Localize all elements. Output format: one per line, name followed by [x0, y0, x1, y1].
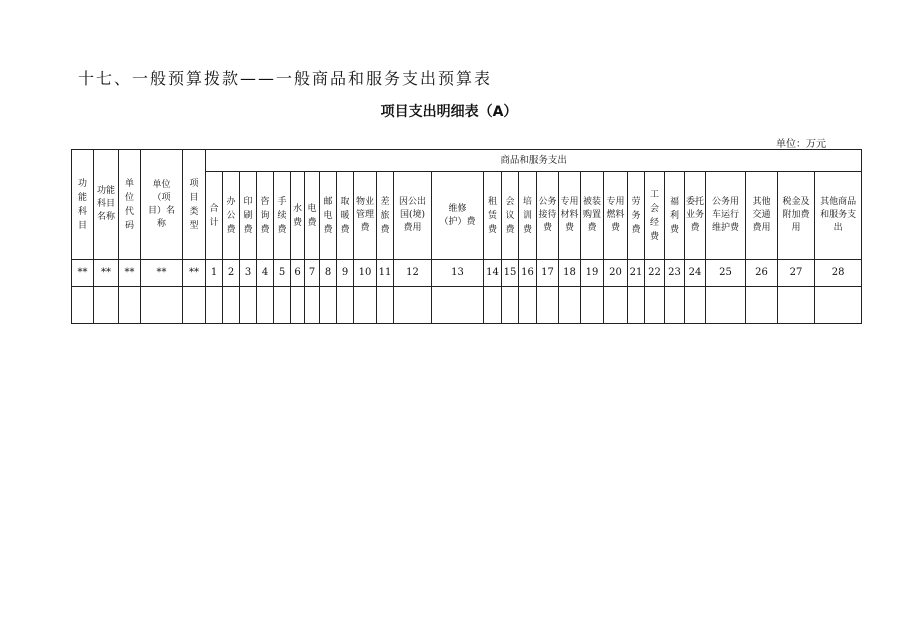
header-unit-project-name: 单位（项目）名称: [141, 150, 183, 260]
column-number-row: [72, 260, 862, 287]
header-item-23: 福利费: [665, 172, 685, 260]
column-number-cell: 22: [645, 260, 665, 287]
column-number-cell: 28: [815, 260, 862, 287]
empty-cell: [394, 287, 432, 324]
header-item-16: 培训费: [519, 172, 537, 260]
marker-cell: **: [119, 260, 141, 287]
empty-cell: [354, 287, 377, 324]
header-item-10: 物业管理费: [354, 172, 377, 260]
column-number-cell: 3: [240, 260, 257, 287]
empty-cell: [305, 287, 320, 324]
column-number-cell: 27: [778, 260, 815, 287]
header-item-27: 税金及附加费用: [778, 172, 815, 260]
column-number-cell: 14: [484, 260, 502, 287]
empty-cell: [320, 287, 337, 324]
empty-cell: [685, 287, 706, 324]
header-unit-code: 单位代码: [119, 150, 141, 260]
column-number-cell: 21: [628, 260, 645, 287]
header-item-3: 印刷费: [240, 172, 257, 260]
empty-cell: [183, 287, 206, 324]
empty-cell: [815, 287, 862, 324]
column-number-cell: 25: [706, 260, 746, 287]
header-item-19: 被装购置费: [581, 172, 604, 260]
header-item-7: 电费: [305, 172, 320, 260]
empty-cell: [240, 287, 257, 324]
column-number-cell: 18: [559, 260, 581, 287]
header-item-9: 取暖费: [337, 172, 354, 260]
column-number-cell: 2: [223, 260, 240, 287]
empty-cell: [604, 287, 628, 324]
header-item-15: 会议费: [502, 172, 519, 260]
header-item-5: 手续费: [274, 172, 291, 260]
column-number-cell: 10: [354, 260, 377, 287]
header-item-26: 其他交通费用: [746, 172, 778, 260]
empty-cell: [484, 287, 502, 324]
header-item-24: 委托业务费: [685, 172, 706, 260]
column-number-cell: 15: [502, 260, 519, 287]
empty-cell: [746, 287, 778, 324]
column-number-cell: 19: [581, 260, 604, 287]
empty-cell: [119, 287, 141, 324]
unit-label: 单位：万元: [776, 139, 826, 150]
column-number-cell: 4: [257, 260, 274, 287]
column-number-cell: 16: [519, 260, 537, 287]
empty-cell: [665, 287, 685, 324]
header-item-8: 邮电费: [320, 172, 337, 260]
empty-cell: [257, 287, 274, 324]
empty-cell: [706, 287, 746, 324]
header-item-12: 因公出国(境)费用: [394, 172, 432, 260]
empty-cell: [291, 287, 305, 324]
header-goods-services-group: 商品和服务支出: [206, 150, 862, 172]
section-title: 十七、一般预算拨款——一般商品和服务支出预算表: [78, 69, 493, 88]
empty-cell: [337, 287, 354, 324]
table-row: [72, 287, 862, 324]
header-item-11: 差旅费: [377, 172, 394, 260]
empty-cell: [519, 287, 537, 324]
header-item-22: 工会经费: [645, 172, 665, 260]
column-number-cell: 5: [274, 260, 291, 287]
marker-cell: **: [183, 260, 206, 287]
header-item-18: 专用材料费: [559, 172, 581, 260]
column-number-cell: 20: [604, 260, 628, 287]
empty-cell: [377, 287, 394, 324]
empty-cell: [537, 287, 559, 324]
header-item-28: 其他商品和服务支出: [815, 172, 862, 260]
table-title: 项目支出明细表（A）: [380, 104, 518, 120]
empty-cell: [581, 287, 604, 324]
column-number-cell: 9: [337, 260, 354, 287]
header-project-type: 项目类型: [183, 150, 206, 260]
empty-cell: [645, 287, 665, 324]
empty-cell: [223, 287, 240, 324]
empty-cell: [559, 287, 581, 324]
empty-cell: [141, 287, 183, 324]
header-item-20: 专用燃料费: [604, 172, 628, 260]
header-item-13: 维修（护）费: [432, 172, 484, 260]
header-item-17: 公务接待费: [537, 172, 559, 260]
budget-table: [71, 149, 862, 324]
header-row-group: [72, 150, 862, 172]
header-item-1: 合计: [206, 172, 223, 260]
header-item-2: 办公费: [223, 172, 240, 260]
column-number-cell: 8: [320, 260, 337, 287]
empty-cell: [206, 287, 223, 324]
column-number-cell: 1: [206, 260, 223, 287]
empty-cell: [778, 287, 815, 324]
header-item-21: 劳务费: [628, 172, 645, 260]
empty-cell: [274, 287, 291, 324]
empty-cell: [432, 287, 484, 324]
empty-cell: [94, 287, 119, 324]
empty-cell: [502, 287, 519, 324]
column-number-cell: 12: [394, 260, 432, 287]
column-number-cell: 24: [685, 260, 706, 287]
header-item-4: 咨询费: [257, 172, 274, 260]
column-number-cell: 23: [665, 260, 685, 287]
header-item-25: 公务用车运行维护费: [706, 172, 746, 260]
column-number-cell: 17: [537, 260, 559, 287]
column-number-cell: 7: [305, 260, 320, 287]
column-number-cell: 6: [291, 260, 305, 287]
empty-cell: [72, 287, 94, 324]
header-item-14: 租赁费: [484, 172, 502, 260]
column-number-cell: 13: [432, 260, 484, 287]
column-number-cell: 11: [377, 260, 394, 287]
column-number-cell: 26: [746, 260, 778, 287]
marker-cell: **: [72, 260, 94, 287]
header-item-6: 水费: [291, 172, 305, 260]
header-functional-subject-name: 功能科目名称: [94, 150, 119, 260]
header-functional-subject: 功能科目: [72, 150, 94, 260]
marker-cell: **: [94, 260, 119, 287]
empty-cell: [628, 287, 645, 324]
marker-cell: **: [141, 260, 183, 287]
